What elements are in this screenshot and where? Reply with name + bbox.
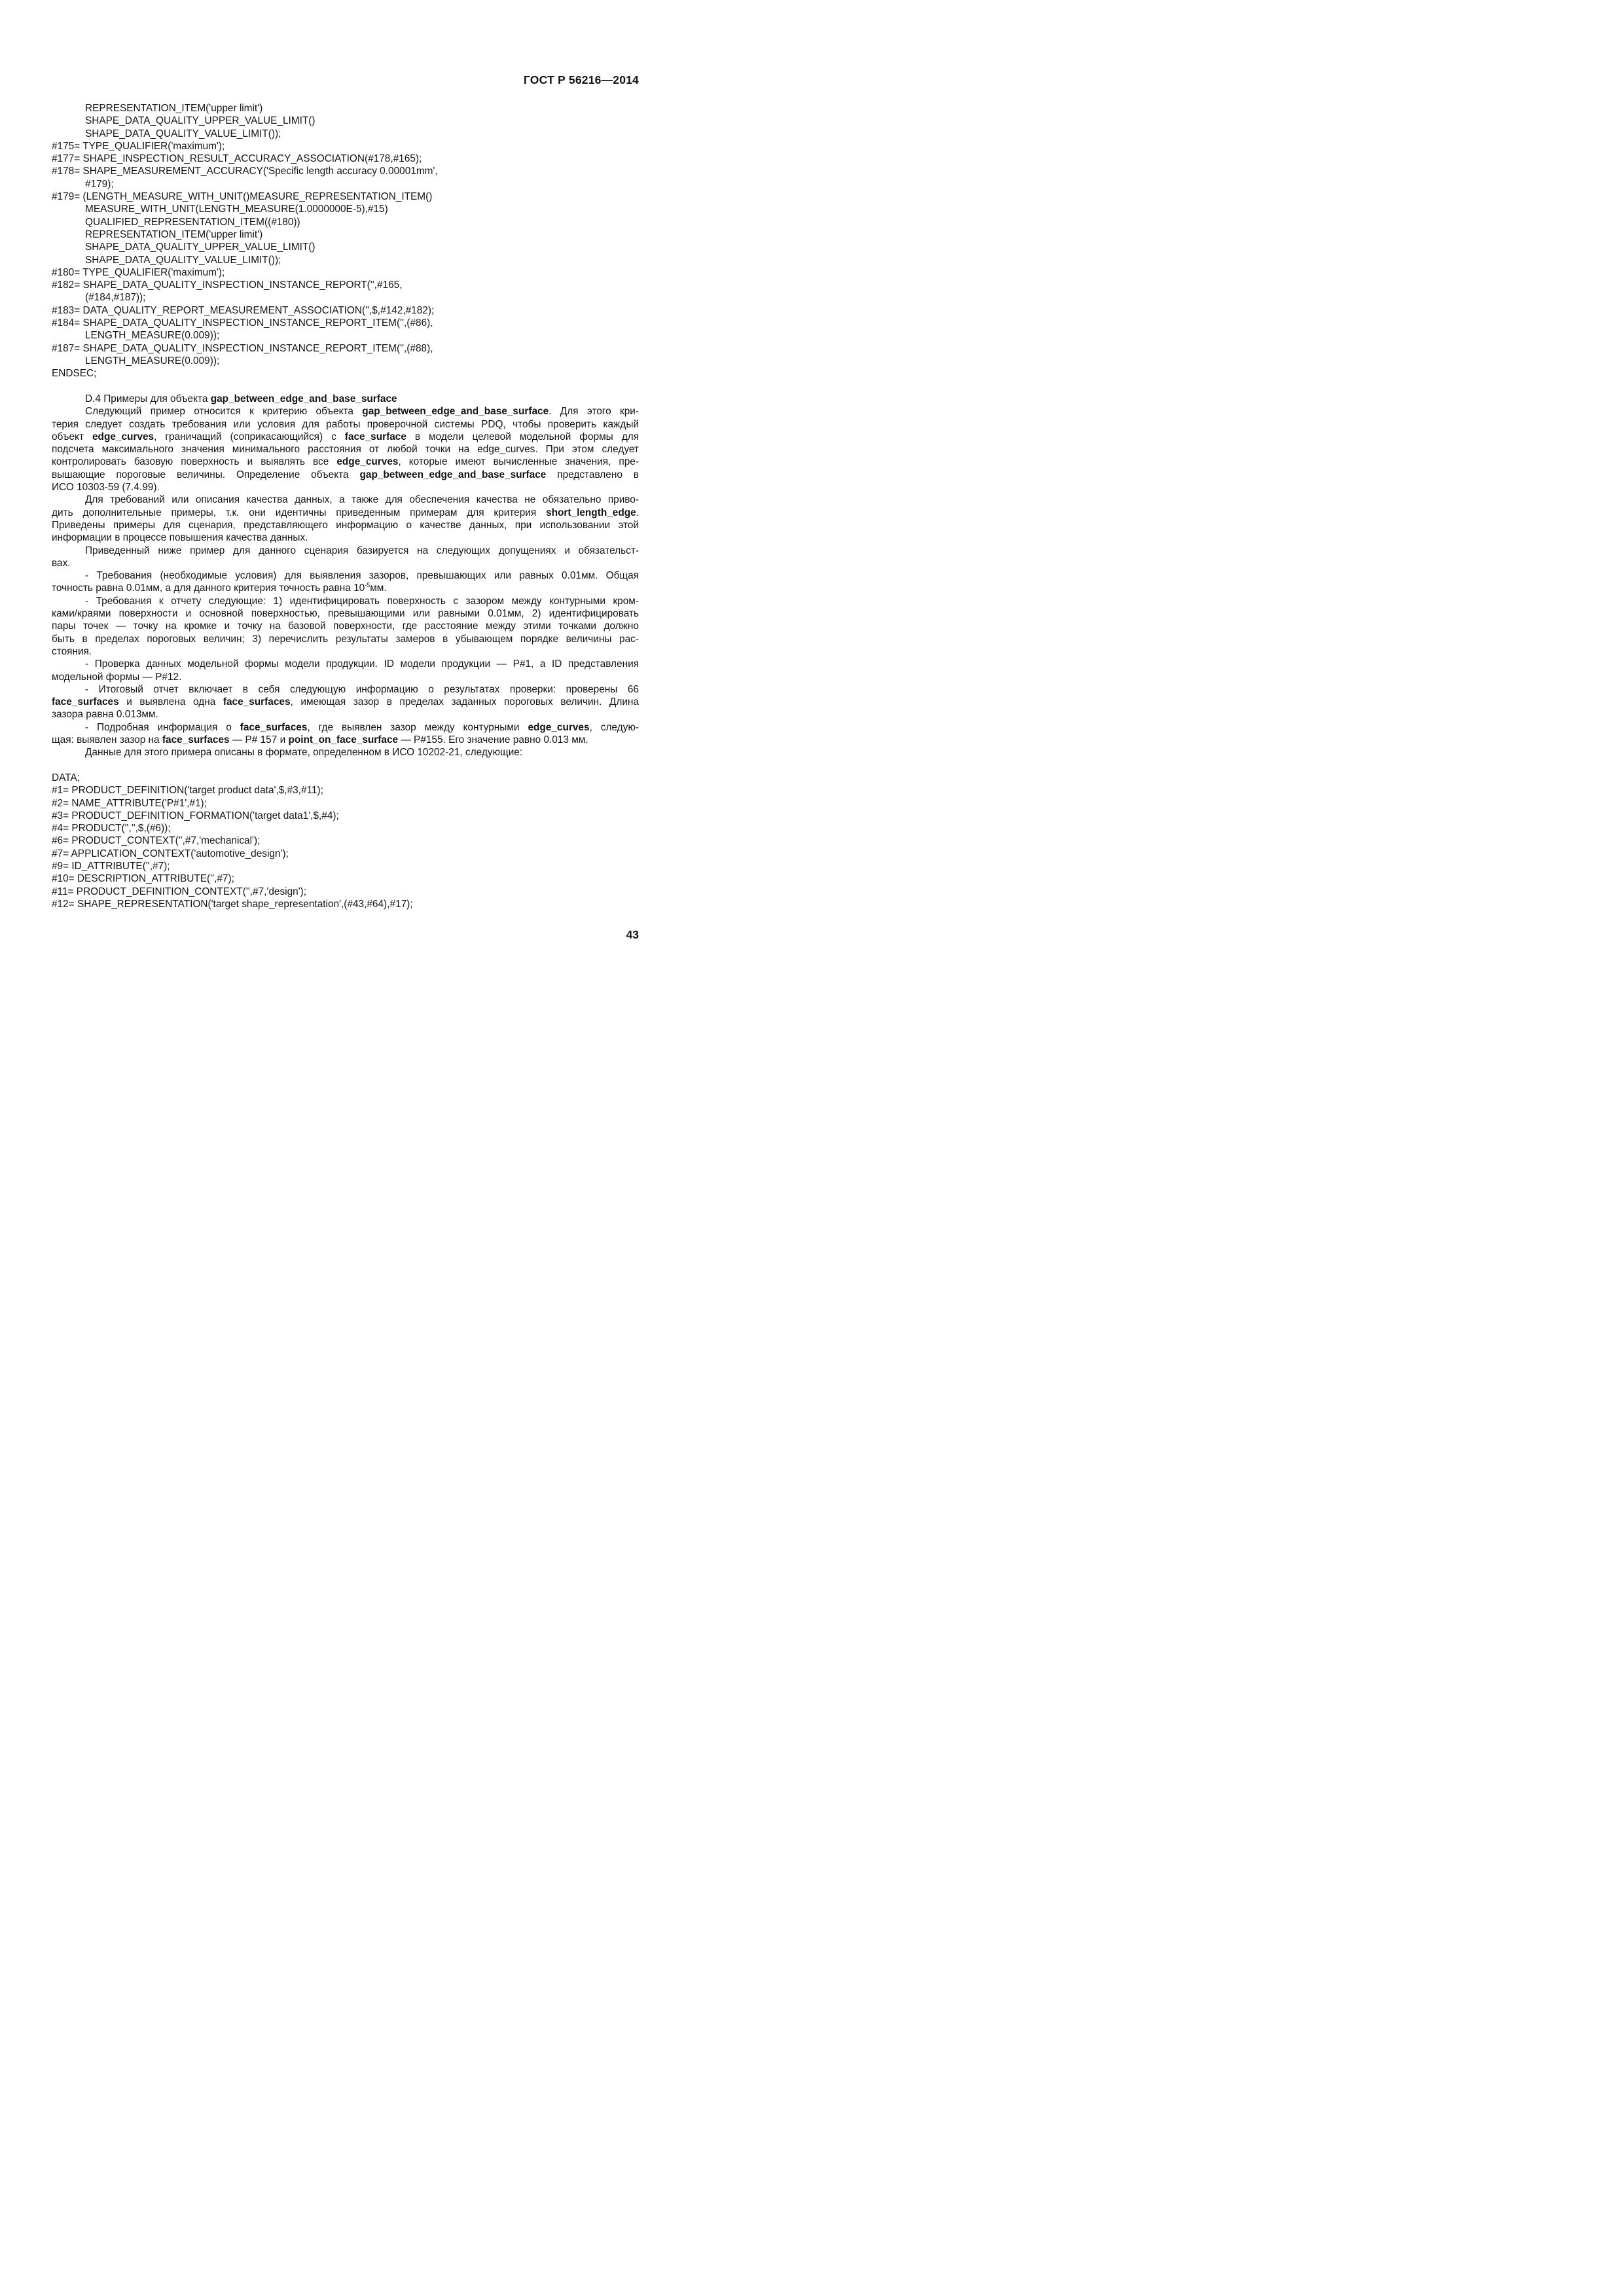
text-run: зазора равна 0.013мм.: [52, 709, 158, 721]
term-bold: edge_curves: [336, 456, 399, 468]
code-line: #179= (LENGTH_MEASURE_WITH_UNIT()MEASURE_REPRESENTATION_ITEM(): [52, 191, 433, 203]
text-line: [52, 569, 639, 582]
paragraph-data-format: [52, 746, 639, 759]
code-line: #3= PRODUCT_DEFINITION_FORMATION('target data1',$,#4);: [52, 810, 339, 821]
text-line: [52, 746, 639, 759]
term-bold: gap_between_edge_and_base_surface: [362, 406, 549, 418]
text-line: [52, 683, 639, 696]
code-line: #175= TYPE_QUALIFIER('maximum');: [52, 140, 225, 152]
code-line: MEASURE_WITH_UNIT(LENGTH_MEASURE(1.0000000E-5),#15): [85, 204, 388, 215]
text-line: [52, 708, 639, 721]
text-run: - Проверка данных модельной формы модели продукции. ID модели продукции — P#1, а ID представления: [85, 658, 639, 670]
text-line: [52, 557, 639, 569]
text-line: [52, 469, 639, 481]
document-header: ГОСТ Р 56216—2014: [523, 73, 639, 86]
term-bold: face_surfaces: [240, 721, 308, 733]
text-run: Для требований или описания качества данных, а также для обеспечения качества не обязательно приво-: [85, 494, 639, 506]
text-line: [52, 418, 639, 431]
code-line: #177= SHAPE_INSPECTION_RESULT_ACCURACY_ASSOCIATION(#178,#165);: [52, 153, 422, 165]
code-line: REPRESENTATION_ITEM('upper limit'): [85, 228, 263, 240]
code-line: #2= NAME_ATTRIBUTE('P#1',#1);: [52, 797, 207, 809]
text-line: [52, 405, 639, 418]
code-line: #11= PRODUCT_DEFINITION_CONTEXT('',#7,'design');: [52, 886, 307, 897]
text-run: , где выявлен зазор между контурными: [307, 721, 528, 733]
text-run: - Подробная информация о: [85, 721, 240, 733]
text-run: информации в процессе повышения качества данных.: [52, 532, 308, 544]
code-line: #179);: [85, 178, 114, 190]
text-run: ИСО 10303-59 (7.4.99).: [52, 482, 160, 493]
code-line: #4= PRODUCT('','',$,(#6));: [52, 823, 171, 834]
page-number: 43: [626, 928, 639, 941]
text-run: и выявлена одна: [118, 696, 223, 708]
code-line: LENGTH_MEASURE(0.009));: [85, 355, 220, 367]
section-heading-object: gap_between_edge_and_base_surface: [210, 393, 397, 404]
text-line: [52, 620, 639, 632]
text-line: [52, 545, 639, 557]
text-run: быть в пределах пороговых величин; 3) перечислить результаты замеров в убывающем порядке величины рас-: [52, 633, 639, 645]
text-run: , имеющая зазор в пределах заданных пороговых величин. Длина: [290, 696, 639, 708]
paragraph-assumptions: [52, 545, 639, 570]
code-line: #12= SHAPE_REPRESENTATION('target shape_representation',(#43,#64),#17);: [52, 898, 413, 910]
text-line: [52, 671, 639, 683]
text-line: [52, 734, 639, 746]
text-run: контролировать базовую поверхность и выявлять все: [52, 456, 337, 468]
list-item-requirements-accuracy: [52, 582, 639, 594]
code-line: ENDSEC;: [52, 368, 97, 380]
text-line: [52, 645, 639, 658]
text-run: - Итоговый отчет включает в себя следующую информацию о результатах проверки: проверены 66: [85, 683, 639, 695]
text-run: , которые имеют вычисленные значения, пре-: [398, 456, 639, 468]
text-line: [52, 658, 639, 670]
text-run: — P#155. Его значение равно 0.013 мм.: [398, 734, 588, 746]
text-run: Приведены примеры для сценария, представляющего информацию о качестве данных, при использовании этой: [52, 519, 639, 531]
code-line: #7= APPLICATION_CONTEXT('automotive_design');: [52, 848, 289, 859]
accuracy-text: точность равна 0.01мм, а для данного критерия точность равна 10: [52, 583, 365, 594]
term-bold: face_surfaces: [52, 696, 119, 708]
code-line: #183= DATA_QUALITY_REPORT_MEASUREMENT_ASSOCIATION('',$,#142,#182);: [52, 304, 435, 316]
text-run: терия следует создать требования или условия для работы проверочной системы PDQ, чтобы проверить каждый: [52, 418, 639, 430]
text-line: [52, 481, 639, 493]
code-line: SHAPE_DATA_QUALITY_VALUE_LIMIT());: [85, 128, 281, 139]
text-line: [52, 431, 639, 443]
text-run: вышающие пороговые величины. Определение объекта: [52, 469, 360, 480]
text-run: - Требования (необходимые условия) для выявления зазоров, превышающих или равных 0.01мм. Общая: [85, 570, 639, 582]
accuracy-unit: мм.: [370, 583, 387, 594]
text-run: пары точек — точку на кромке и точку на базовой поверхности, где расстояние между этими точками должно: [52, 620, 639, 632]
text-run: ками/краями поверхности и основной поверхностью, превышающими или равными 0.01мм, 2) идентифицировать: [52, 608, 639, 620]
text-run: стояния.: [52, 645, 92, 657]
text-run: дить дополнительные примеры, т.к. они идентичны приведенным примерам для критерия: [52, 507, 547, 518]
text-run: Данные для этого примера описаны в формате, определенном в ИСО 10202-21, следующие:: [85, 747, 523, 759]
list-item-report-requirements: [52, 595, 639, 658]
section-d4: [52, 393, 639, 910]
term-bold: gap_between_edge_and_base_surface: [359, 469, 547, 480]
list-item-details: [52, 721, 639, 747]
text-line: [52, 696, 639, 708]
code-line: #180= TYPE_QUALIFIER('maximum');: [52, 266, 225, 278]
text-run: подсчета максимального значения минимального расстояния от любой точки на edge_curves. При этом следует: [52, 444, 639, 456]
code-line: #10= DESCRIPTION_ATTRIBUTE('',#7);: [52, 873, 234, 885]
code-line: #1= PRODUCT_DEFINITION('target product data',$,#3,#11);: [52, 785, 323, 797]
text-run: представлено в: [546, 469, 639, 480]
code-line: #187= SHAPE_DATA_QUALITY_INSPECTION_INSTANCE_REPORT_ITEM('',(#88),: [52, 342, 433, 354]
text-run: в модели целевой модельной формы для: [406, 431, 639, 442]
text-line: [52, 531, 639, 544]
text-line: [52, 519, 639, 531]
list-item-requirements: [52, 569, 639, 582]
text-line: [52, 721, 639, 734]
accuracy-exponent: -5: [365, 582, 370, 589]
code-line: SHAPE_DATA_QUALITY_UPPER_VALUE_LIMIT(): [85, 242, 316, 253]
paragraph-criterion: [52, 405, 639, 493]
text-run: - Требования к отчету следующие: 1) идентифицировать поверхность с зазором между контурными кром-: [85, 595, 639, 607]
code-line: SHAPE_DATA_QUALITY_VALUE_LIMIT());: [85, 254, 281, 266]
text-run: .: [636, 507, 639, 518]
text-run: . Для этого кри-: [549, 406, 639, 418]
text-run: , граничащий (соприкасающийся) с: [154, 431, 345, 442]
text-line: [52, 595, 639, 607]
code-line: QUALIFIED_REPRESENTATION_ITEM((#180)): [85, 216, 300, 228]
term-bold: edge_curves: [92, 431, 154, 442]
paragraph-examples: [52, 493, 639, 544]
code-line: REPRESENTATION_ITEM('upper limit'): [85, 103, 263, 114]
code-line: (#184,#187));: [85, 292, 146, 304]
code-line: #184= SHAPE_DATA_QUALITY_INSPECTION_INSTANCE_REPORT_ITEM('',(#86),: [52, 317, 433, 329]
text-line: [52, 443, 639, 456]
section-heading-prefix: D.4 Примеры для объекта: [85, 393, 211, 404]
text-line: [52, 607, 639, 620]
text-line: [52, 456, 639, 468]
text-line: [52, 507, 639, 519]
text-line: [52, 633, 639, 645]
code-block-bottom: [52, 772, 639, 910]
term-bold: face_surfaces: [223, 696, 291, 708]
section-heading: [52, 393, 639, 405]
code-line: #178= SHAPE_MEASUREMENT_ACCURACY('Specific length accuracy 0.00001mm',: [52, 166, 438, 177]
code-line: LENGTH_MEASURE(0.009));: [85, 330, 220, 342]
term-bold: point_on_face_surface: [288, 734, 399, 746]
list-item-model-check: [52, 658, 639, 683]
code-block-top: [52, 102, 639, 380]
text-run: щая: выявлен зазор на: [52, 734, 162, 746]
code-line: #9= ID_ATTRIBUTE('',#7);: [52, 860, 170, 872]
text-run: Приведенный ниже пример для данного сценария базируется на следующих допущениях и обязательст-: [85, 545, 639, 556]
text-run: , следую-: [589, 721, 639, 733]
term-bold: short_length_edge: [546, 507, 636, 518]
text-run: вах.: [52, 557, 71, 569]
text-run: — P# 157 и: [229, 734, 289, 746]
code-line: #182= SHAPE_DATA_QUALITY_INSPECTION_INSTANCE_REPORT('',#165,: [52, 279, 403, 291]
term-bold: face_surfaces: [162, 734, 230, 746]
code-line: DATA;: [52, 772, 81, 783]
text-run: Следующий пример относится к критерию объекта: [85, 406, 363, 418]
code-line: SHAPE_DATA_QUALITY_UPPER_VALUE_LIMIT(): [85, 115, 316, 127]
text-run: модельной формы — P#12.: [52, 671, 182, 683]
blank-line: [52, 759, 639, 772]
list-item-summary-report: [52, 683, 639, 721]
text-run: объект: [52, 431, 92, 442]
code-line: #6= PRODUCT_CONTEXT('',#7,'mechanical');: [52, 835, 261, 847]
term-bold: edge_curves: [528, 721, 590, 733]
text-line: [52, 493, 639, 506]
term-bold: face_surface: [344, 431, 406, 442]
